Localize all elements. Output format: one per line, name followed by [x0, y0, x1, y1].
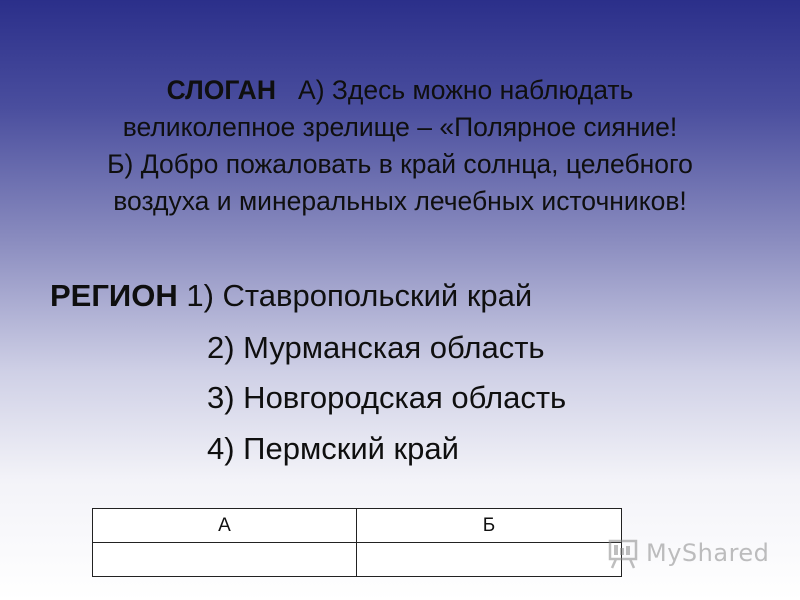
slogan-line-3: Б) Добро пожаловать в край солнца, целебного [107, 149, 693, 179]
slogan-line-1 [40, 72, 760, 109]
answer-table [92, 508, 622, 577]
slogan-line-4: воздуха и минеральных лечебных источников! [113, 186, 687, 216]
slogan-keyword: СЛОГАН [166, 75, 276, 105]
answer-header-b: Б [357, 509, 622, 543]
answer-cell-a[interactable] [93, 543, 357, 577]
answer-header-a: А [93, 509, 357, 543]
answer-table-answer-row [93, 543, 622, 577]
region-option-1: 1) Ставропольский край [186, 278, 533, 313]
region-keyword: РЕГИОН [50, 278, 178, 313]
watermark [606, 536, 769, 570]
region-heading-row [50, 274, 532, 318]
slogan-line-2: великолепное зрелище – «Полярное сияние! [122, 112, 678, 142]
region-option-3: 3) Новгородская область [207, 380, 567, 415]
answer-cell-b[interactable] [357, 543, 622, 577]
watermark-text: MyShared [646, 539, 770, 567]
slogan-block [40, 72, 760, 220]
answer-table-header-row [93, 509, 622, 543]
presentation-board-icon [606, 536, 640, 570]
slogan-option-a-start: А) Здесь можно наблюдать [298, 75, 634, 105]
region-option-2: 2) Мурманская область [207, 330, 545, 365]
region-option-4: 4) Пермский край [207, 431, 459, 466]
